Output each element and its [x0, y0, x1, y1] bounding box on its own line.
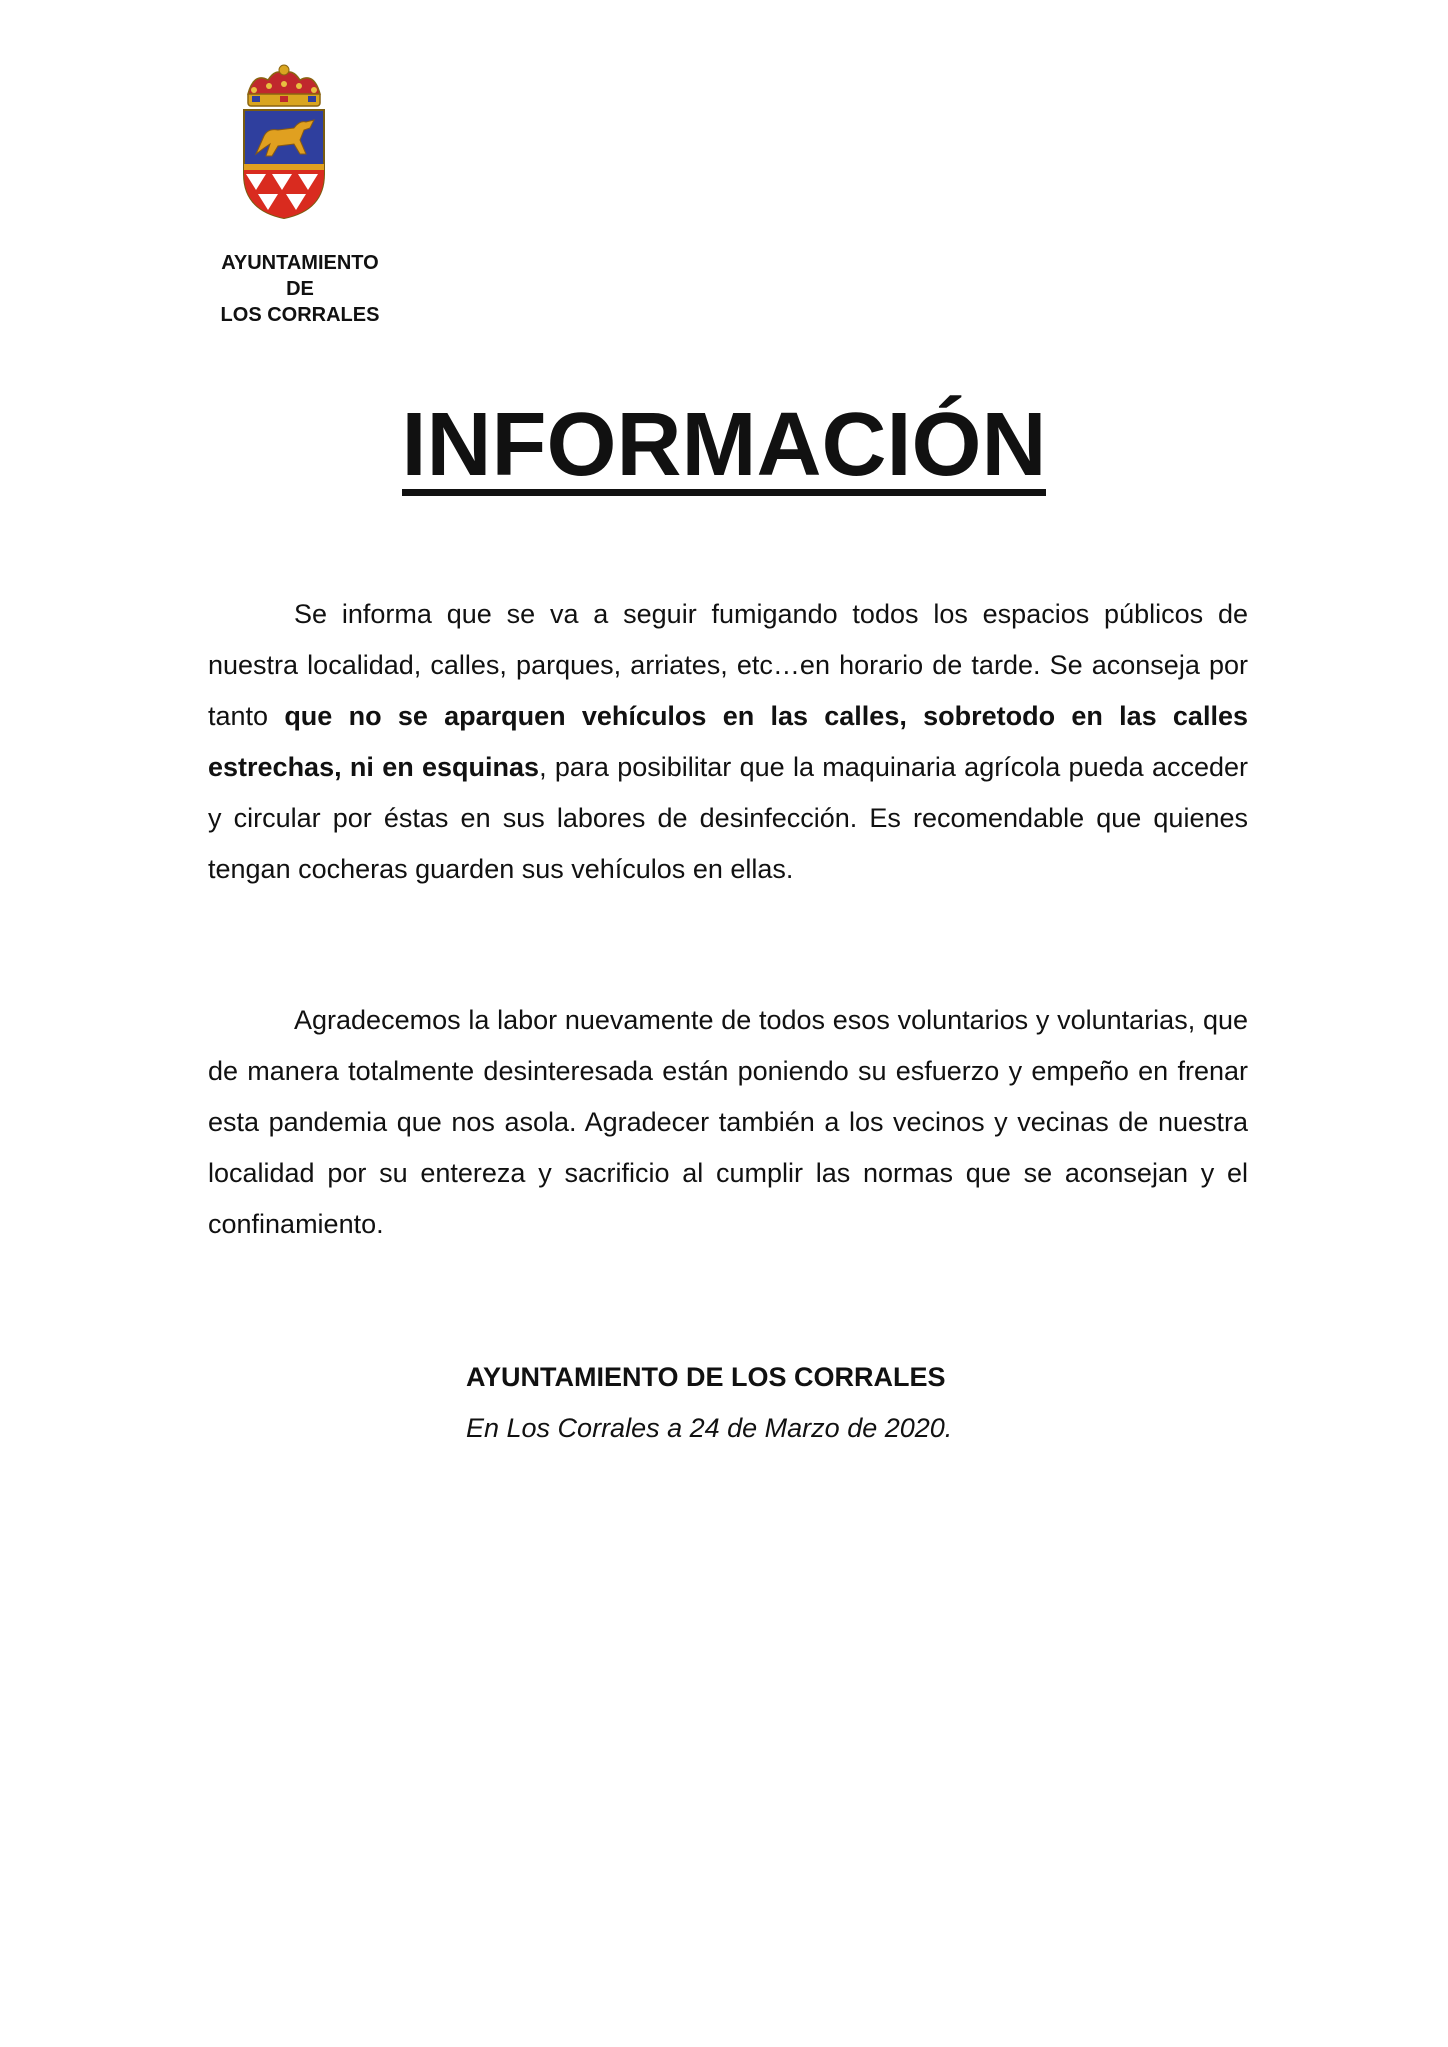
notice-paragraph-1 [208, 589, 1248, 895]
crown-icon [248, 65, 320, 106]
paragraph-1-text-b: , para posibilitar que la maquinaria agrícola pueda acceder y circular por éstas en sus labores de desinfección. Es recomendable que quienes tengan cocheras guarden sus vehículos en ellas. [208, 752, 1249, 884]
signature-name: AYUNTAMIENTO DE LOS CORRALES [466, 1362, 946, 1392]
organization-header [200, 250, 400, 328]
paragraph-1-bold-text: que no se aparquen vehículos en las calles, sobretodo en las calles estrechas, ni en esquinas [208, 701, 1248, 782]
coat-of-arms-icon [234, 64, 334, 220]
paragraph-2-text: Agradecemos la labor nuevamente de todos esos voluntarios y voluntarias, que de manera totalmente desinteresada están poniendo su esfuerzo y empeño en frenar esta pandemia que nos asola. Agradecer también a los vecinos y vecinas de nuestra localidad por su entereza y sacrificio al cumplir las normas que se aconsejan y el confinamiento. [208, 1005, 1248, 1239]
paragraph-1-text-a: Se informa que se va a seguir fumigando todos los espacios públicos de nuestra localidad, calles, parques, arriates, etc…en horario de tarde. Se aconseja por tanto [208, 599, 1248, 731]
page-title-text: INFORMACIÓN [401, 395, 1047, 495]
page-title [0, 395, 1448, 496]
org-header-line-2: DE [286, 278, 314, 300]
signature-block [466, 1352, 952, 1454]
signature-date: En Los Corrales a 24 de Marzo de 2020. [466, 1413, 953, 1443]
org-header-line-1: AYUNTAMIENTO [221, 252, 379, 274]
org-header-line-3: LOS CORRALES [220, 304, 380, 326]
notice-paragraph-2 [208, 995, 1248, 1250]
shield-icon [244, 110, 324, 220]
